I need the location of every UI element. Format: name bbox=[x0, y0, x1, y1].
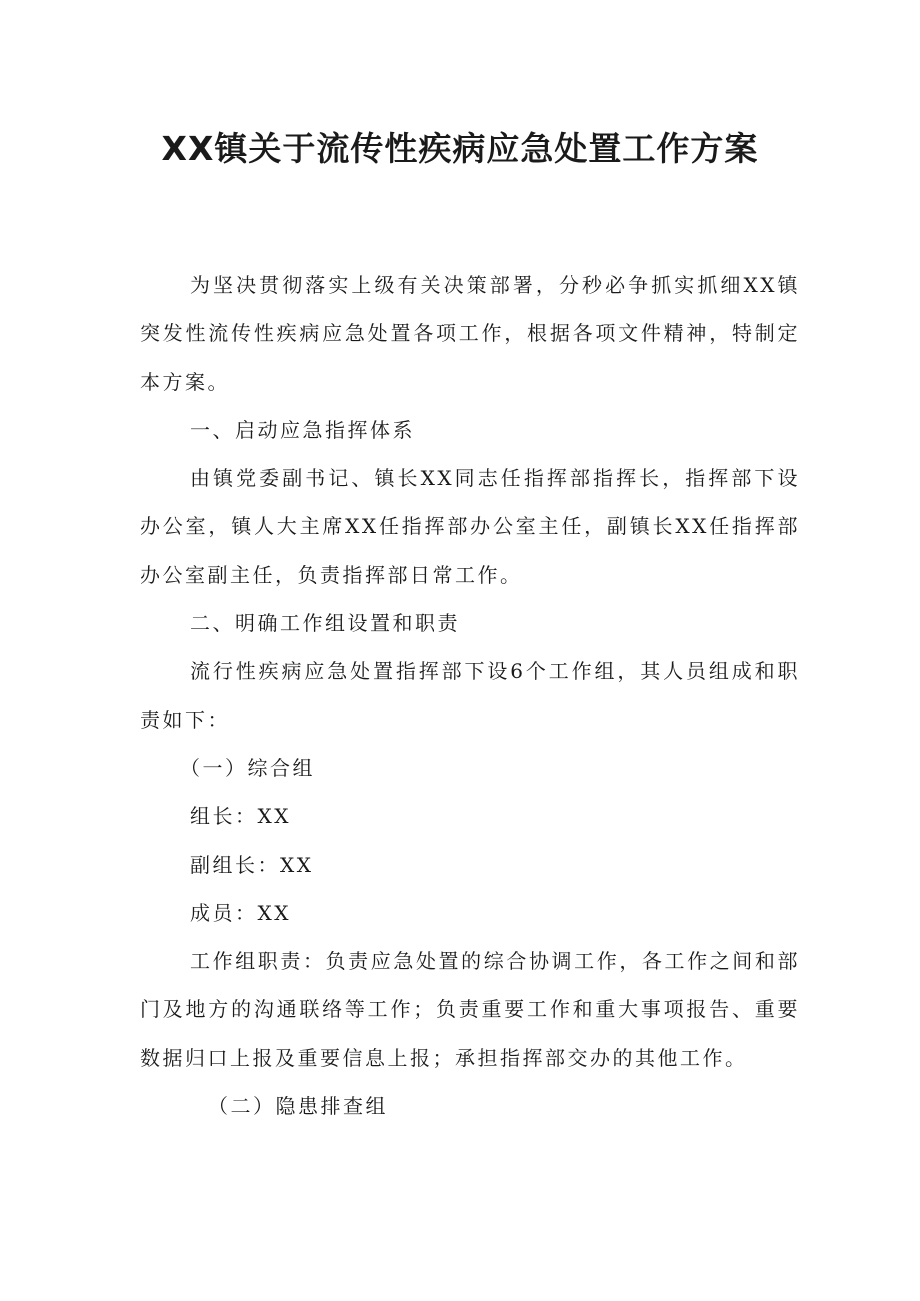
intro-paragraph: 为坚决贯彻落实上级有关决策部署，分秒必争抓实抓细XX镇突发性流传性疾病应急处置各项工作，根据各项文件精神，特制定本方案。 bbox=[140, 273, 800, 394]
group-1-duties: 工作组职责：负责应急处置的综合协调工作，各工作之间和部门及地方的沟通联络等工作；负责重要工作和重大事项报告、重要数据归口上报及重要信息上报；承担指挥部交办的其他工作。 bbox=[140, 949, 800, 1070]
group-heading-1: （一）综合组 bbox=[180, 755, 315, 780]
group-1-deputy: 副组长：XX bbox=[190, 852, 314, 877]
document-body bbox=[140, 261, 800, 1130]
group-1-members: 成员：XX bbox=[190, 900, 291, 925]
group-heading-2: （二）隐患排查组 bbox=[208, 1094, 388, 1119]
section-2-paragraph: 流行性疾病应急处置指挥部下设6个工作组，其人员组成和职责如下： bbox=[140, 659, 800, 732]
document-title: XX镇关于流传性疾病应急处置工作方案 bbox=[161, 129, 759, 168]
section-heading-1: 一、启动应急指挥体系 bbox=[190, 417, 415, 442]
section-heading-2: 二、明确工作组设置和职责 bbox=[190, 611, 460, 636]
section-1-paragraph: 由镇党委副书记、镇长XX同志任指挥部指挥长，指挥部下设办公室，镇人大主席XX任指挥部办公室主任，副镇长XX任指挥部办公室副主任，负责指挥部日常工作。 bbox=[140, 466, 800, 587]
group-1-leader: 组长：XX bbox=[190, 804, 291, 829]
